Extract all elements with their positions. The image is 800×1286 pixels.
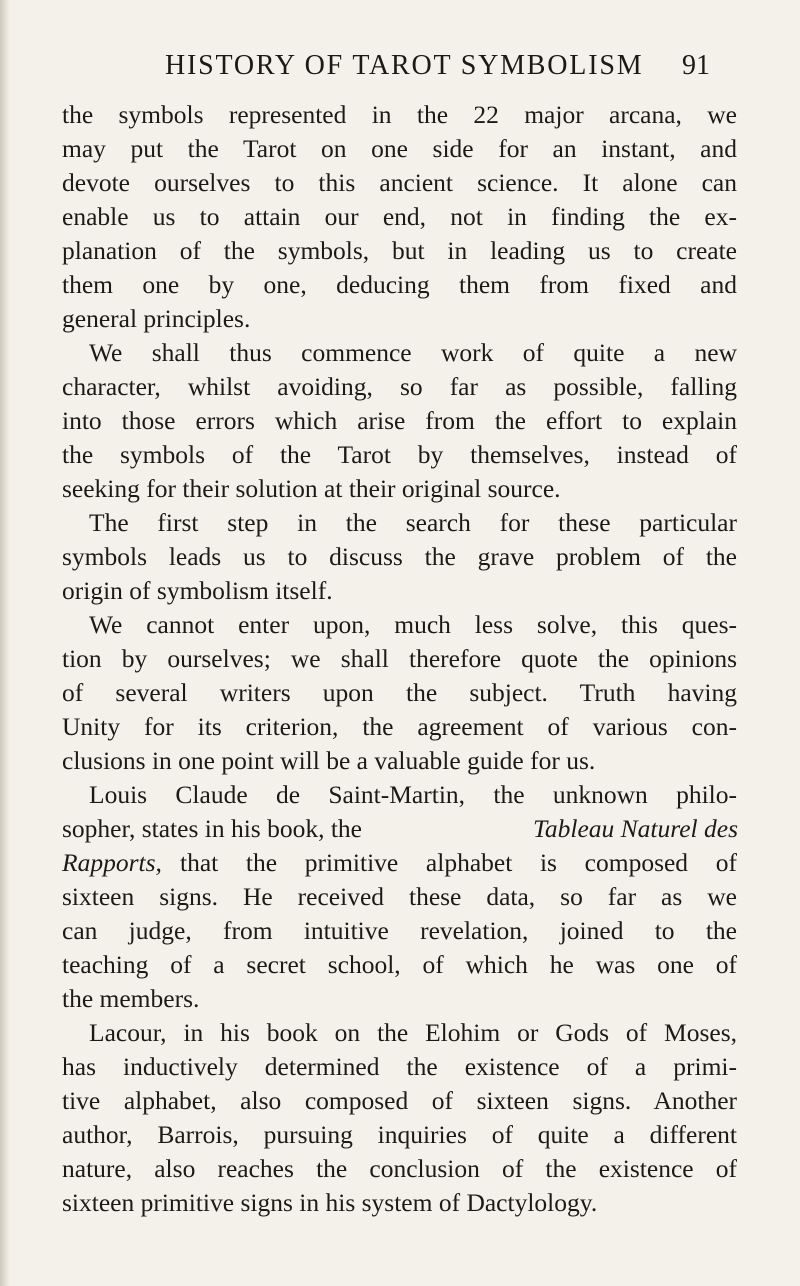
text-line: sopher, states in his book, the — [62, 814, 362, 843]
running-title: HISTORY OF TAROT SYMBOLISM — [165, 50, 644, 81]
text-line: that the primitive alphabet is composed of — [180, 848, 737, 877]
text-line: has inductively determined the existence of a primi- — [62, 1052, 737, 1081]
text-line: tive alphabet, also composed of sixteen signs. Another — [62, 1086, 737, 1115]
text-line: them one by one, deducing them from fixed and — [62, 270, 737, 299]
text-line: sixteen primitive signs in his system of Dactylology. — [62, 1188, 598, 1217]
text-line: We cannot enter upon, much less solve, this ques- — [89, 610, 737, 639]
text-line: planation of the symbols, but in leading us to create — [62, 236, 737, 265]
text-line: character, whilst avoiding, so far as possible, falling — [62, 372, 737, 401]
text-line: Unity for its criterion, the agreement of various con- — [62, 712, 737, 741]
text-line: The first step in the search for these particular — [89, 508, 737, 537]
text-line: author, Barrois, pursuing inquiries of quite a different — [62, 1120, 737, 1149]
text-line: the symbols represented in the 22 major arcana, we — [62, 100, 737, 129]
text-line: clusions in one point will be a valuable guide for us. — [62, 746, 596, 775]
text-line: enable us to attain our end, not in finding the ex- — [62, 202, 737, 231]
text-line: teaching of a secret school, of which he was one of — [62, 950, 737, 979]
italic-book-title — [448, 812, 738, 846]
book-title-part-2: Rapports, — [62, 848, 162, 877]
text-line: the symbols of the Tarot by themselves, instead of — [62, 440, 737, 469]
text-line: devote ourselves to this ancient science. It alone can — [62, 168, 737, 197]
text-line: tion by ourselves; we shall therefore quote the opinions — [62, 644, 737, 673]
text-line: symbols leads us to discuss the grave problem of the — [62, 542, 737, 571]
text-line: may put the Tarot on one side for an instant, and — [62, 134, 737, 163]
text-line: sixteen signs. He received these data, so far as we — [62, 882, 737, 911]
text-line: of several writers upon the subject. Truth having — [62, 678, 737, 707]
page-number: 91 — [682, 50, 710, 81]
text-line: We shall thus commence work of quite a new — [89, 338, 737, 367]
text-line: Lacour, in his book on the Elohim or Gods of Moses, — [89, 1018, 737, 1047]
text-line: seeking for their solution at their original source. — [62, 474, 561, 503]
text-line: Louis Claude de Saint-Martin, the unknown philo- — [89, 780, 737, 809]
text-line: the members. — [62, 984, 200, 1013]
text-line: can judge, from intuitive revelation, joined to the — [62, 916, 737, 945]
text-line: origin of symbolism itself. — [62, 576, 333, 605]
text-line: nature, also reaches the conclusion of the existence of — [62, 1154, 737, 1183]
book-title-part-1: Tableau Naturel des — [533, 814, 738, 843]
italic-book-title-cont — [62, 846, 174, 880]
text-line: into those errors which arise from the effort to explain — [62, 406, 737, 435]
text-line: general principles. — [62, 304, 251, 333]
